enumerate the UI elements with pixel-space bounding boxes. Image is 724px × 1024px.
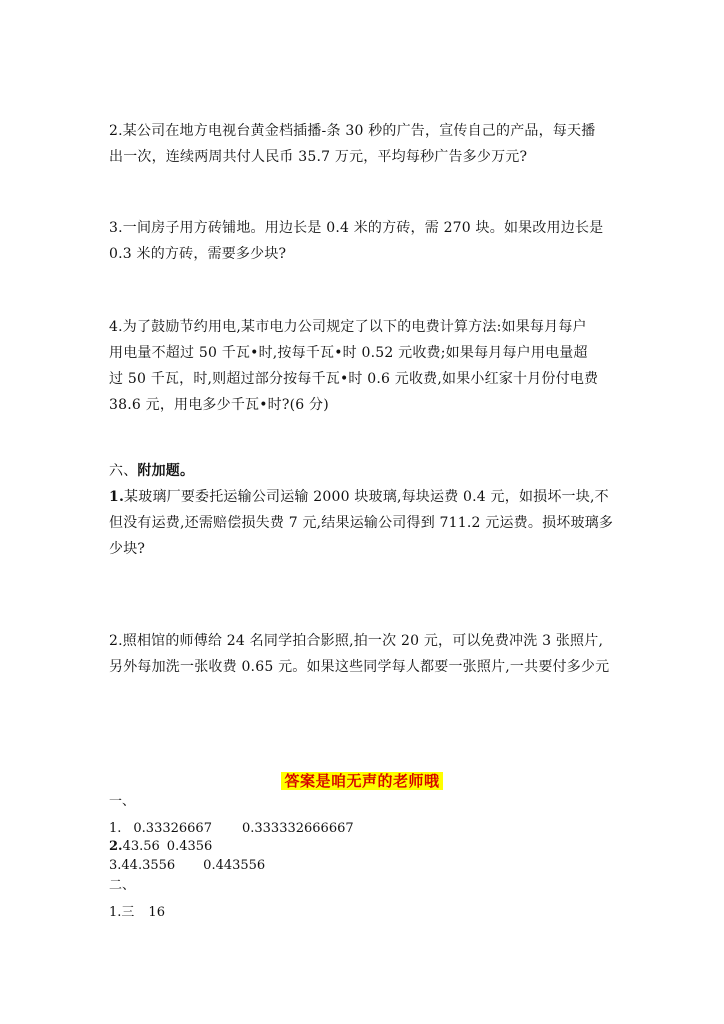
question-line: 出一次，连续两周共付人民币 35.7 万元，平均每秒广告多少万元?: [109, 149, 528, 165]
section-heading: [109, 458, 629, 484]
question-3: [109, 215, 629, 267]
question-line: 过 50 千瓦，时,则超过部分按每千瓦•时 0.6 元收费,如果小红家十月份付电费: [109, 371, 599, 387]
question-4: [109, 314, 629, 418]
question-line: 0.3 米的方砖，需要多少块?: [109, 246, 287, 262]
question-line: 用电量不超过 50 千瓦•时,按每千瓦•时 0.52 元收费;如果每月每户用电量超: [109, 345, 588, 361]
section-6: [109, 458, 629, 562]
question-line: 但没有运费,还需赔偿损失费 7 元,结果运输公司得到 711.2 元运费。损坏玻璃多: [109, 515, 614, 531]
section-title: 附加题。: [137, 463, 195, 479]
answers-part-2-label: 二、: [109, 878, 136, 893]
question-line: 2.某公司在地方电视台黄金档插播-条 30 秒的广告，宣传自己的产品，每天播: [109, 123, 596, 139]
question-line: 3.一间房子用方砖铺地。用边长是 0.4 米的方砖，需 270 块。如果改用边长是: [109, 220, 604, 236]
section-number: 六、: [109, 463, 138, 479]
answers-part-1-label: 一、: [109, 794, 136, 809]
question-line: 少块?: [109, 541, 146, 557]
answer-title: 答案是咱无声的老师哦: [281, 772, 442, 790]
answer-row: 1.三 16: [109, 905, 165, 920]
question-line: 4.为了鼓励节约用电,某市电力公司规定了以下的电费计算方法:如果每月每户: [109, 319, 587, 335]
question-line: 38.6 元，用电多少千瓦•时?(6 分): [109, 397, 329, 413]
question-number: 1.: [109, 489, 125, 505]
answer-heading: [0, 770, 724, 791]
question-line: 1.某玻璃厂要委托运输公司运输 2000 块玻璃,每块运费 0.4 元，如损坏一块,不: [109, 489, 609, 505]
question-2: [109, 118, 629, 170]
answer-row: 3.44.3556 0.443556: [109, 858, 266, 873]
answer-row: 1. 0.33326667 0.333332666667: [109, 821, 354, 836]
answer-row: 2.43.56 0.4356: [109, 839, 213, 854]
section-6-question-2: [109, 628, 629, 680]
question-line: 另外每加洗一张收费 0.65 元。如果这些同学每人都要一张照片,一共要付多少元: [109, 659, 610, 675]
question-line: 2.照相馆的师傅给 24 名同学拍合影照,拍一次 20 元，可以免费冲洗 3 张照片,: [109, 633, 604, 649]
